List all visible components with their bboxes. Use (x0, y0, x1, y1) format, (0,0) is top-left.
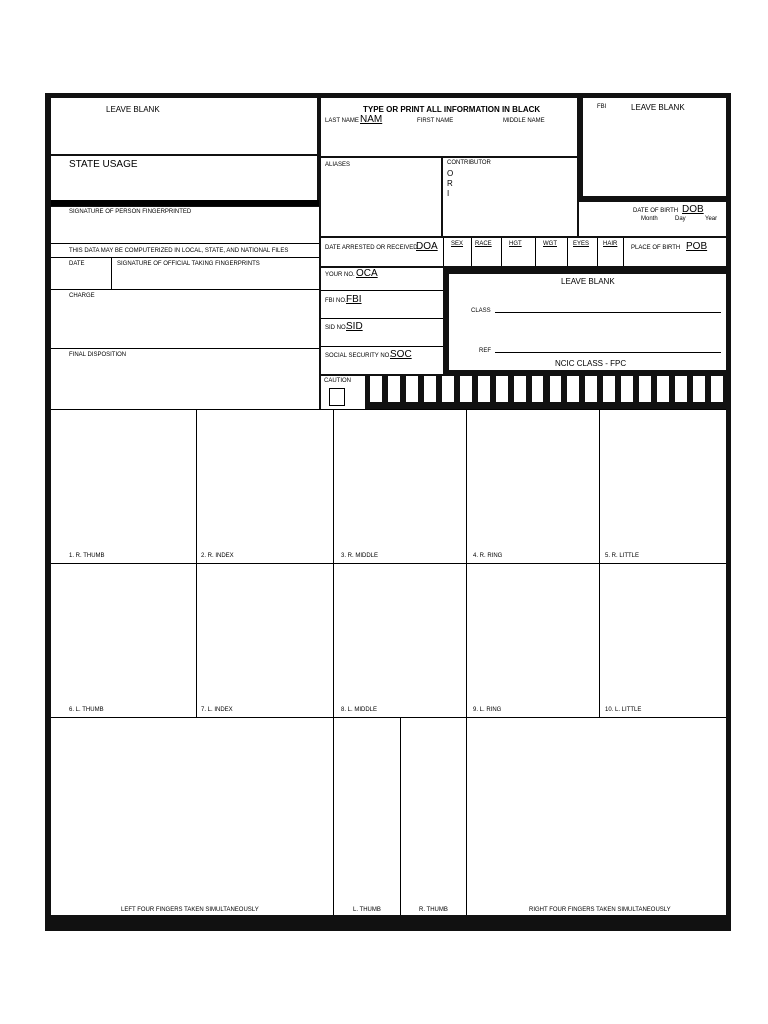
ncic-box[interactable] (370, 376, 382, 402)
ori-letter-r: R (447, 179, 453, 188)
finger-label-r-middle: 3. R. MIDDLE (341, 553, 379, 559)
divider (51, 257, 319, 258)
divider (321, 318, 443, 319)
ncic-box[interactable] (460, 376, 472, 402)
dob-code: DOB (682, 204, 704, 215)
fingerprint-grid (51, 409, 726, 915)
ncic-class-label: NCIC CLASS - FPC (555, 359, 627, 368)
aliases-label: ALIASES (325, 162, 351, 168)
divider (196, 409, 197, 717)
divider (443, 238, 444, 266)
hgt-label: HGT (509, 241, 522, 247)
r-thumb-label: R. THUMB (419, 907, 448, 913)
month-label: Month (641, 216, 658, 222)
sid-code: SID (346, 321, 363, 332)
ncic-box[interactable] (621, 376, 633, 402)
finger-label-l-ring: 9. L. RING (473, 707, 502, 713)
finger-label-l-index: 7. L. INDEX (201, 707, 233, 713)
year-label: Year (705, 216, 718, 222)
class-ref-box (449, 274, 726, 370)
ncic-box[interactable] (532, 376, 544, 402)
final-disposition-label: FINAL DISPOSITION (69, 352, 127, 358)
oca-code: OCA (356, 268, 378, 279)
date-label: DATE (69, 261, 85, 267)
divider (597, 238, 598, 266)
ncic-box[interactable] (603, 376, 615, 402)
divider (501, 238, 502, 266)
eyes-label: EYES (573, 241, 590, 247)
leave-blank-label: LEAVE BLANK (106, 105, 160, 114)
ncic-box[interactable] (424, 376, 436, 402)
fbi-leave-blank-box (583, 98, 726, 196)
caution-checkbox[interactable] (329, 388, 345, 406)
ori-letter-o: O (447, 169, 454, 178)
state-usage-box (51, 156, 317, 200)
leave-blank-label: LEAVE BLANK (631, 103, 685, 112)
leave-blank-label: LEAVE BLANK (561, 277, 615, 286)
left-four-fingers-label: LEFT FOUR FINGERS TAKEN SIMULTANEOUSLY (121, 907, 259, 913)
ori-letter-i: I (447, 189, 450, 198)
finger-label-r-index: 2. R. INDEX (201, 553, 234, 559)
ncic-class-boxes (367, 370, 726, 408)
soc-code: SOC (390, 349, 412, 360)
ssn-label: SOCIAL SECURITY NO. (325, 353, 392, 359)
finger-label-l-middle: 8. L. MIDDLE (341, 707, 378, 713)
hair-label: HAIR (603, 241, 618, 247)
ncic-box[interactable] (478, 376, 490, 402)
date-of-birth-box (579, 202, 726, 236)
ncic-box[interactable] (496, 376, 508, 402)
ref-label: REF (479, 348, 491, 354)
computerized-notice: THIS DATA MAY BE COMPUTERIZED IN LOCAL, STATE, AND NATIONAL FILES (69, 248, 289, 254)
divider (51, 243, 319, 244)
sex-label: SEX (451, 241, 464, 247)
ncic-box[interactable] (711, 376, 723, 402)
ncic-box[interactable] (514, 376, 526, 402)
charge-label: CHARGE (69, 293, 95, 299)
finger-label-r-ring: 4. R. RING (473, 553, 503, 559)
sid-no-label: SID NO. (325, 325, 348, 331)
fbi-code: FBI (346, 294, 362, 305)
first-name-label: FIRST NAME (417, 118, 454, 124)
divider (51, 563, 726, 564)
finger-label-l-little: 10. L. LITTLE (605, 707, 642, 713)
ncic-box[interactable] (675, 376, 687, 402)
divider (333, 409, 334, 915)
divider (535, 238, 536, 266)
state-usage-label: STATE USAGE (69, 159, 138, 170)
ncic-box[interactable] (550, 376, 562, 402)
id-numbers-box (321, 268, 443, 374)
ncic-box[interactable] (693, 376, 705, 402)
doa-code: DOA (416, 241, 438, 252)
thick-divider (51, 200, 319, 206)
divider (51, 289, 319, 290)
contributor-box (443, 158, 577, 236)
caution-label: CAUTION (324, 378, 351, 384)
divider (111, 257, 112, 289)
l-thumb-label: L. THUMB (353, 907, 381, 913)
ncic-box[interactable] (657, 376, 669, 402)
signature-printed-label: SIGNATURE OF PERSON FINGERPRINTED (69, 209, 192, 215)
ncic-box[interactable] (585, 376, 597, 402)
signature-official-label: SIGNATURE OF OFFICIAL TAKING FINGERPRINTS (117, 261, 260, 267)
leave-blank-box-left (51, 98, 317, 154)
day-label: Day (675, 216, 686, 222)
divider (321, 290, 443, 291)
pob-code: POB (686, 241, 708, 252)
nam-code: NAM (360, 114, 383, 125)
class-label: CLASS (471, 308, 491, 314)
divider (567, 238, 568, 266)
divider (51, 348, 319, 349)
finger-label-r-little: 5. R. LITTLE (605, 553, 640, 559)
divider (623, 238, 624, 266)
ref-line (495, 352, 721, 353)
divider (400, 717, 401, 915)
date-arrested-label: DATE ARRESTED OR RECEIVED (325, 245, 418, 251)
your-no-label: YOUR NO. (325, 272, 355, 278)
wgt-label: WGT (543, 241, 557, 247)
instruction-text: TYPE OR PRINT ALL INFORMATION IN BLACK (363, 105, 541, 114)
divider (51, 717, 726, 718)
fbi-label: FBI (597, 104, 607, 110)
divider (599, 409, 600, 717)
demographics-row (321, 238, 726, 266)
divider (471, 238, 472, 266)
ncic-box[interactable] (406, 376, 418, 402)
place-of-birth-label: PLACE OF BIRTH (631, 245, 681, 251)
date-of-birth-label: DATE OF BIRTH (633, 208, 679, 214)
name-box (321, 98, 577, 156)
ncic-box[interactable] (388, 376, 400, 402)
contributor-label: CONTRIBUTOR (447, 160, 491, 166)
caution-box (321, 376, 365, 409)
ncic-box[interactable] (442, 376, 454, 402)
ncic-box[interactable] (639, 376, 651, 402)
divider (321, 346, 443, 347)
race-label: RACE (475, 241, 492, 247)
right-four-fingers-label: RIGHT FOUR FINGERS TAKEN SIMULTANEOUSLY (529, 907, 671, 913)
divider (466, 409, 467, 915)
middle-name-label: MIDDLE NAME (503, 118, 545, 124)
finger-label-l-thumb: 6. L. THUMB (69, 707, 104, 713)
last-name-label: LAST NAME (325, 118, 359, 124)
finger-label-r-thumb: 1. R. THUMB (69, 553, 105, 559)
divider (51, 409, 726, 410)
ncic-box[interactable] (567, 376, 579, 402)
left-fields-panel (51, 207, 319, 409)
aliases-box (321, 158, 441, 236)
fbi-no-label: FBI NO. (325, 298, 347, 304)
class-line (495, 312, 721, 313)
